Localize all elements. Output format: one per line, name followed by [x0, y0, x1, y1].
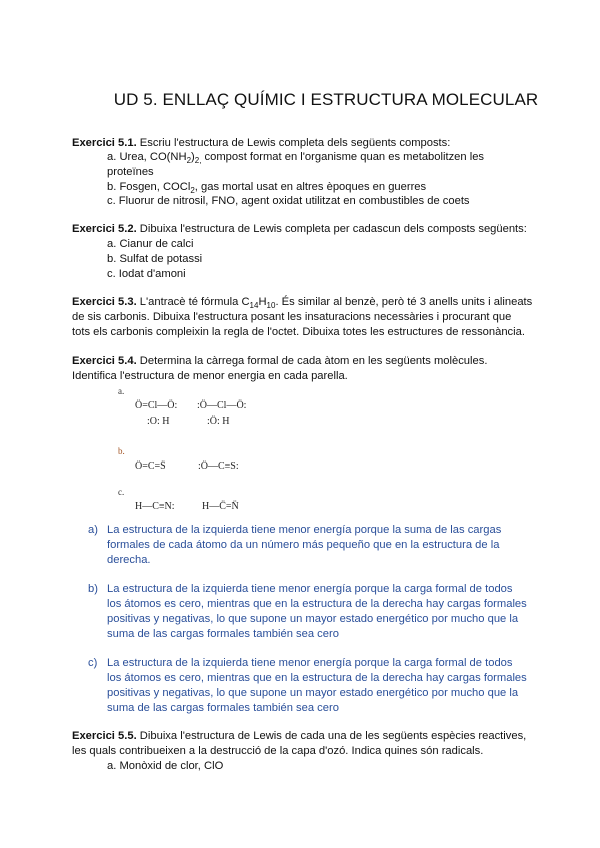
- ex54-label: Exercici 5.4.: [72, 355, 137, 367]
- ex53-l1-post: . És similar al benzè, però té 3 anells units i alineats: [275, 296, 533, 308]
- answer-b-line: positivas y negativas, lo que supone un mayor estado energético por mucho que la: [107, 613, 519, 625]
- struct-a-left-sub: :O: H: [147, 416, 170, 427]
- ex55-l1: Dibuixa l'estructura de Lewis de cada una de les següents espècies reactives,: [136, 730, 527, 742]
- answer-letter: b): [88, 583, 98, 595]
- ex53-sub1: 14: [249, 301, 259, 311]
- ex51-a-rest: compost format en l'organisme quan es metabolitzen les: [201, 151, 485, 163]
- answer-c-line: La estructura de la izquierda tiene menor energía porque la carga formal de todos: [107, 657, 513, 669]
- ex53-label: Exercici 5.3.: [72, 296, 137, 308]
- answer-letter: a): [88, 524, 98, 536]
- answer-a-line: derecha.: [107, 554, 151, 566]
- ex52-intro: [72, 222, 527, 237]
- ex55-label: Exercici 5.5.: [72, 730, 137, 742]
- ex54-line2: Identifica l'estructura de menor energia en cada parella.: [72, 370, 348, 382]
- ex51-b-pre: b. Fosgen, COCl: [107, 181, 191, 193]
- ex51-a-sub: 2: [186, 156, 192, 166]
- ex53-line3: tots els carbonis compleixin la regla de l'octet. Dibuixa totes les estructures de ressonància.: [72, 326, 525, 338]
- struct-b-right: :Ö—C≡S:: [198, 461, 239, 472]
- ex53-sub2: 10: [266, 301, 276, 311]
- ex53-l1-mid: H: [258, 296, 267, 308]
- struct-a-right-sub: :Ö: H: [207, 416, 230, 427]
- ex55-line2: les quals contribueixen a la destrucció de la capa d'ozó. Indica quines són radicals.: [72, 745, 484, 757]
- struct-label-c: c.: [118, 487, 125, 497]
- ex51-intro: [72, 136, 450, 151]
- ex55-item-a: a. Monòxid de clor, ClO: [107, 760, 224, 772]
- struct-label-b: b.: [118, 446, 125, 456]
- ex55-line1: [72, 729, 526, 744]
- ex52-item: a. Cianur de calci: [107, 238, 194, 250]
- ex53-line2: de sis carbonis. Dibuixa l'estructura posant les insaturacions necessàries i procurant que: [72, 311, 512, 323]
- ex51-a-post: ): [191, 151, 195, 163]
- struct-c-left: H—C≡N:: [135, 501, 175, 512]
- ex53-l1-pre: L'antracè té fórmula C: [136, 296, 250, 308]
- struct-a-left: Ö=Cl—Ö:: [135, 400, 178, 411]
- answer-c-line: suma de las cargas formales también sea cero: [107, 702, 339, 714]
- answer-a-line: La estructura de la izquierda tiene menor energía porque la suma de las cargas: [107, 524, 502, 536]
- ex51-a-sub2: 2,: [194, 156, 202, 166]
- ex51-b-post: , gas mortal usat en altres èpoques en guerres: [194, 181, 427, 193]
- ex54-line1: [72, 354, 487, 369]
- struct-a-right: :Ö—Cl—Ö:: [197, 400, 247, 411]
- ex52-label: Exercici 5.2.: [72, 223, 137, 235]
- ex51-item-a: [107, 150, 484, 168]
- answer-b-line: La estructura de la izquierda tiene menor energía porque la carga formal de todos: [107, 583, 513, 595]
- ex51-item-a-cont: proteïnes: [107, 166, 154, 178]
- ex52-item: b. Sulfat de potassi: [107, 253, 203, 265]
- answer-b-line: los átomos es cero, mientras que en la estructura de la derecha hay cargas formales: [107, 598, 527, 610]
- ex51-intro-text: Escriu l'estructura de Lewis completa dels següents composts:: [136, 137, 451, 149]
- ex51-a-pre: a. Urea, CO(NH: [107, 151, 187, 163]
- ex52-item: c. Iodat d'amoni: [107, 268, 186, 280]
- struct-c-right: H—C̈=N̈: [202, 501, 239, 512]
- page-title: UD 5. ENLLAÇ QUÍMIC I ESTRUCTURA MOLECULAR: [113, 90, 539, 109]
- ex51-b-sub: 2: [190, 186, 195, 196]
- answer-c-line: los átomos es cero, mientras que en la estructura de la derecha hay cargas formales: [107, 672, 527, 684]
- ex51-item-c: c. Fluorur de nitrosil, FNO, agent oxidat utilitzat en combustibles de coets: [107, 195, 470, 207]
- answer-letter: c): [88, 657, 98, 669]
- answer-c-line: positivas y negativas, lo que supone un mayor estado energético por mucho que la: [107, 687, 519, 699]
- struct-b-left: Ö=C=S̈: [135, 461, 166, 472]
- answer-b-line: suma de las cargas formales también sea cero: [107, 628, 339, 640]
- ex54-l1: Determina la càrrega formal de cada àtom en les següents molècules.: [136, 355, 488, 367]
- ex51-label: Exercici 5.1.: [72, 137, 137, 149]
- answer-a-line: formales de cada átomo da un número más pequeño que en la estructura de la: [107, 539, 500, 551]
- struct-label-a: a.: [118, 386, 125, 396]
- ex52-intro-text: Dibuixa l'estructura de Lewis completa per cadascun dels composts següents:: [136, 223, 527, 235]
